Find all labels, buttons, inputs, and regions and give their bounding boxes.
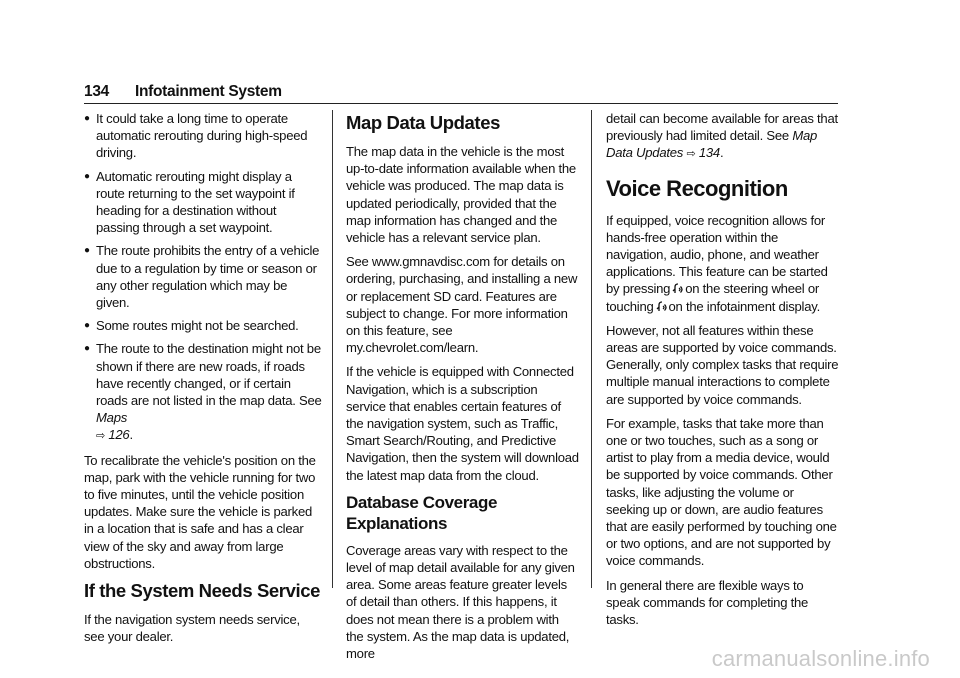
link-ref: Maps (96, 410, 128, 426)
list-item-text: Some routes might not be searched. (96, 318, 299, 334)
list-item (84, 317, 322, 334)
list-item (84, 340, 322, 445)
heading-database-coverage: Database Coverage Explanations (346, 492, 497, 533)
link-page: 126 (108, 427, 130, 443)
heading-system-needs-service: If the System Needs Service (84, 580, 320, 602)
paragraph-service: If the navigation system needs service, see your dealer. (84, 612, 300, 645)
maps-page-link[interactable] (96, 410, 129, 442)
list-item-text (96, 340, 322, 445)
bullet-icon: ● (84, 170, 90, 182)
paragraph-voice-3: For example, tasks that take more than one or two touches, such as a song or artist to play from a media device, would be supported by voice commands. Other tasks, like adjusting the volume or seeking up or down, are audio features that are easily performed by touching one or two options, and are not supported by voice commands. (606, 415, 837, 569)
bullet-icon: ● (84, 113, 90, 124)
list-item (84, 242, 322, 311)
section-title: Infotainment System (134, 83, 282, 100)
sentence-end: . (719, 145, 724, 161)
column-divider (332, 110, 333, 588)
list-item-text: Automatic rerouting might display a route returning to the set waypoint if heading for a destination without passing through a set waypoint. (96, 168, 295, 236)
paragraph-continued-text: detail can become available for areas that previously had limited detail. See (606, 111, 838, 144)
paragraph-map-1: The map data in the vehicle is the most up-to-date information available when the vehicle was produced. The map data is updated periodically, provided that the map information has changed and the vehicle has a relevant service plan. (346, 144, 576, 246)
page-ref-arrow-icon: ⇨ (96, 430, 105, 443)
column-1 (84, 110, 322, 652)
paragraph-recalibrate: To recalibrate the vehicle's position on the map, park with the vehicle running for two to five minutes, until the vehicle position updates. Make sure the vehicle is parked in a location that is safe and has a clear view of the sky and away from large obstructions. (84, 452, 316, 571)
bullet-icon: ● (84, 245, 90, 257)
page-number: 134 (84, 83, 109, 100)
voice-text-c: on the infotainment display. (668, 298, 820, 314)
column-2 (346, 110, 579, 669)
heading-voice-recognition: Voice Recognition (606, 175, 788, 201)
paragraph-map-2: See www.gmnavdisc.com for details on ordering, purchasing, and installing a new or replacement SD card. Features are subject to change. For more information on this feature, see my.chevrolet.com/learn. (346, 254, 578, 356)
page-header (84, 83, 282, 101)
voice-text-a: If equipped, voice recognition allows for hands-free operation within the navigation, audio, phone, and weather applications. This feature can be started by pressing (606, 212, 828, 297)
list-item-text: The route prohibits the entry of a vehicle due to a regulation by time or season or any other regulation which may be given. (96, 243, 320, 311)
column-divider (591, 110, 592, 588)
list-item (84, 168, 322, 237)
paragraph-map-3: If the vehicle is equipped with Connected Navigation, which is a subscription service that enables certain features of the navigation system, such as Traffic, Smart Search/Routing, and Predictive Navigation, then the system will download the latest map data from the cloud. (346, 364, 579, 483)
watermark: carmanualsonline.info (711, 646, 930, 671)
voice-text-b: on the steering wheel or touching (606, 281, 819, 314)
paragraph-continued (606, 110, 840, 164)
paragraph-voice-2: However, not all features within these areas are supported by voice commands. Generally, only complex tasks that require multiple manual interactions to complete are supported by voice commands. (606, 322, 839, 407)
link-page: 134 (698, 145, 720, 161)
voice-command-icon (656, 300, 667, 313)
column-3 (606, 110, 840, 635)
bullet-icon: ● (84, 320, 90, 332)
sentence-end: . (129, 427, 133, 443)
paragraph-voice-1 (606, 212, 840, 315)
header-divider (84, 103, 838, 104)
page-ref-arrow-icon: ⇨ (686, 148, 696, 161)
link-ref: Map Data Updates (606, 128, 818, 161)
list-item-body: The route to the destination might not be shown if there are new roads, if roads have recently changed, or if certain roads are not listed in the map data. See (96, 341, 322, 409)
bullet-icon: ● (84, 343, 90, 355)
heading-map-data-updates: Map Data Updates (346, 112, 500, 133)
list-item (84, 110, 322, 162)
voice-command-icon (672, 282, 683, 295)
list-item-text: It could take a long time to operate automatic rerouting during high-speed driving. (96, 111, 308, 161)
paragraph-database: Coverage areas vary with respect to the level of map detail available for any given area. Some areas feature greater levels of detail than others. If this happens, it does not mean there is a problem with the system. As the map data is updated, more (346, 542, 575, 662)
paragraph-voice-4: In general there are flexible ways to speak commands for completing the tasks. (606, 577, 809, 628)
